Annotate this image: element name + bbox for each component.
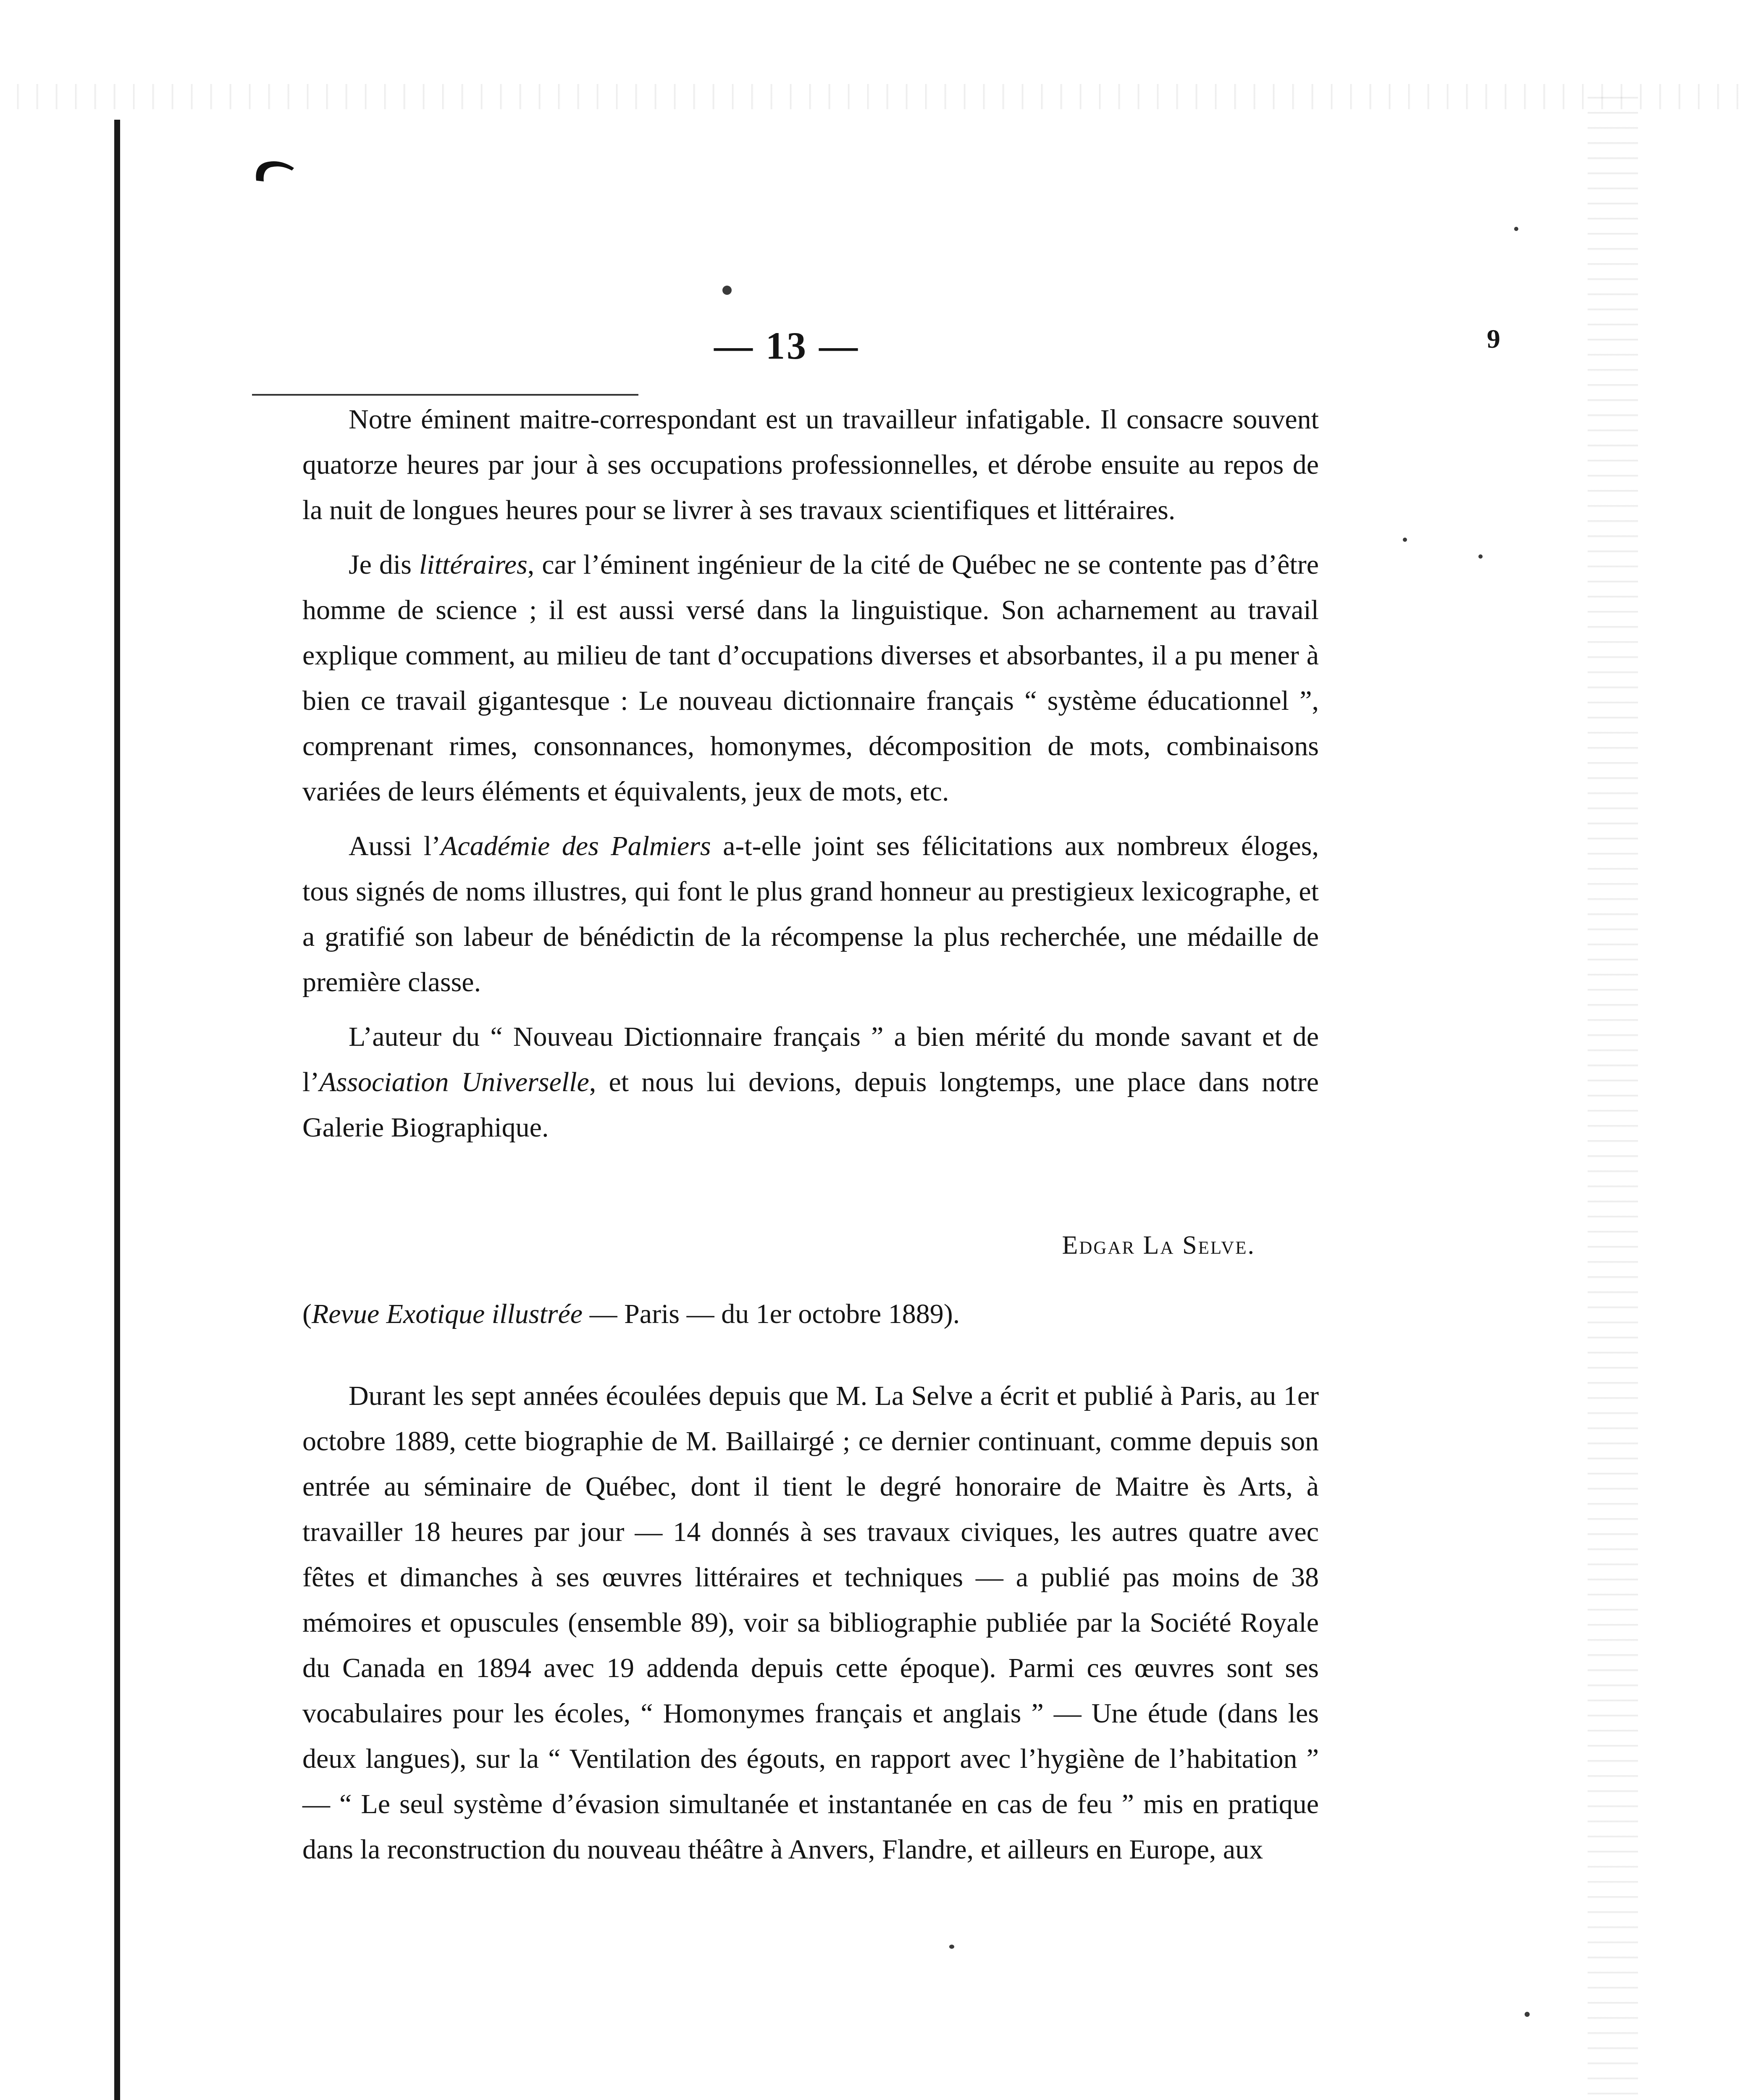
paragraph-text: Je dis xyxy=(349,549,419,580)
paragraph xyxy=(302,824,1319,1005)
paragraph xyxy=(302,1014,1319,1150)
ink-speck xyxy=(1478,554,1483,559)
paragraph-text: L’auteur du “ Nouveau Dictionnaire français ” a bien mérité du monde savant et de l’ xyxy=(302,1021,1319,1097)
page-number: — 13 — xyxy=(714,324,859,367)
paragraph: Durant les sept années écoulées depuis que M. La Selve a écrit et publié à Paris, au 1er octobre 1889, cette biographie de M. Baillairgé ; ce dernier continuant, comme depuis son entrée au séminaire de Québec, dont il tient le degré honoraire de Maitre ès Arts, à travailler 18 heures par jour — 14 donnés à ses travaux civiques, les autres quatre avec fêtes et dimanches à ses œuvres littéraires et techniques — a publié pas moins de 38 mémoires et opuscules (ensemble 89), voir sa bibliographie publiée par la Société Royale du Canada en 1894 avec 19 addenda depuis cette époque). Parmi ces œuvres sont ses vocabulaires pour les écoles, “ Homonymes français et anglais ” — Une étude (dans les deux langues), sur la “ Ventilation des égouts, en rapport avec l’hygiène de l’habitation ” — “ Le seul système d’évasion simultanée et instantanée en cas de feu ” mis en pratique dans la reconstruction du nouveau théâtre à Anvers, Flandre, et ailleurs en Europe, aux xyxy=(302,1381,1319,1865)
scan-noise-top xyxy=(0,84,1751,109)
ink-speck xyxy=(1525,2012,1530,2017)
ink-speck xyxy=(1514,227,1518,231)
ink-blot-mark xyxy=(252,155,298,185)
citation-paren: ( xyxy=(302,1299,312,1329)
ink-speck xyxy=(949,1945,954,1949)
citation-journal: Revue Exotique illustrée xyxy=(311,1299,583,1329)
ink-speck xyxy=(722,286,732,295)
section-biography-quote xyxy=(302,397,1319,1150)
paragraph xyxy=(302,542,1319,814)
scan-noise-right xyxy=(1588,84,1638,2100)
paragraph-italic: littéraires xyxy=(419,549,528,580)
paragraph: Notre éminent maitre-correspondant est un travailleur infatigable. Il consacre souvent quatorze heures par jour à ses occupations professionnelles, et dérobe ensuite au repos de la nuit de longues heures pour se livrer à ses travaux scientifiques et littéraires. xyxy=(302,404,1319,525)
paragraph-text: a-t-elle joint ses félicitations aux nombreux éloges, tous signés de noms illustres, qui font le plus grand honneur au prestigieux lexicographe, et a gratifié son labeur de bénédictin de la récompense la plus recherchée, une médaille de première classe. xyxy=(302,831,1319,998)
section-continuation xyxy=(302,1373,1319,1872)
paragraph-text: , et nous lui devions, depuis longtemps, une place dans notre Galerie Biographique. xyxy=(302,1067,1319,1143)
paragraph-text: , car l’éminent ingénieur de la cité de Québec ne se contente pas d’être homme de science ; il est aussi versé dans la linguistique. Son acharnement au travail explique comment, au milieu de tant d’occupations diverses et absorbantes, il a pu mener à bien ce travail gigantesque : Le nouveau dictionnaire français “ système éducationnel ”, comprenant rimes, consonnances, homonymes, décomposition de mots, combinaisons variées de leurs éléments et équivalents, jeux de mots, etc. xyxy=(302,549,1319,807)
source-citation xyxy=(302,1292,1310,1337)
ink-speck xyxy=(1403,538,1407,542)
paragraph-text: Aussi l’ xyxy=(349,831,441,861)
author-signature: Edgar La Selve. xyxy=(1062,1231,1255,1260)
header-rule xyxy=(252,394,638,396)
paragraph-italic: Académie des Palmiers xyxy=(441,831,711,861)
corner-mark: 9 xyxy=(1487,324,1500,354)
binding-rule xyxy=(114,120,120,2100)
citation-details: — Paris — du 1er octobre 1889). xyxy=(583,1299,960,1329)
paragraph-italic: Association Universelle xyxy=(319,1067,589,1097)
